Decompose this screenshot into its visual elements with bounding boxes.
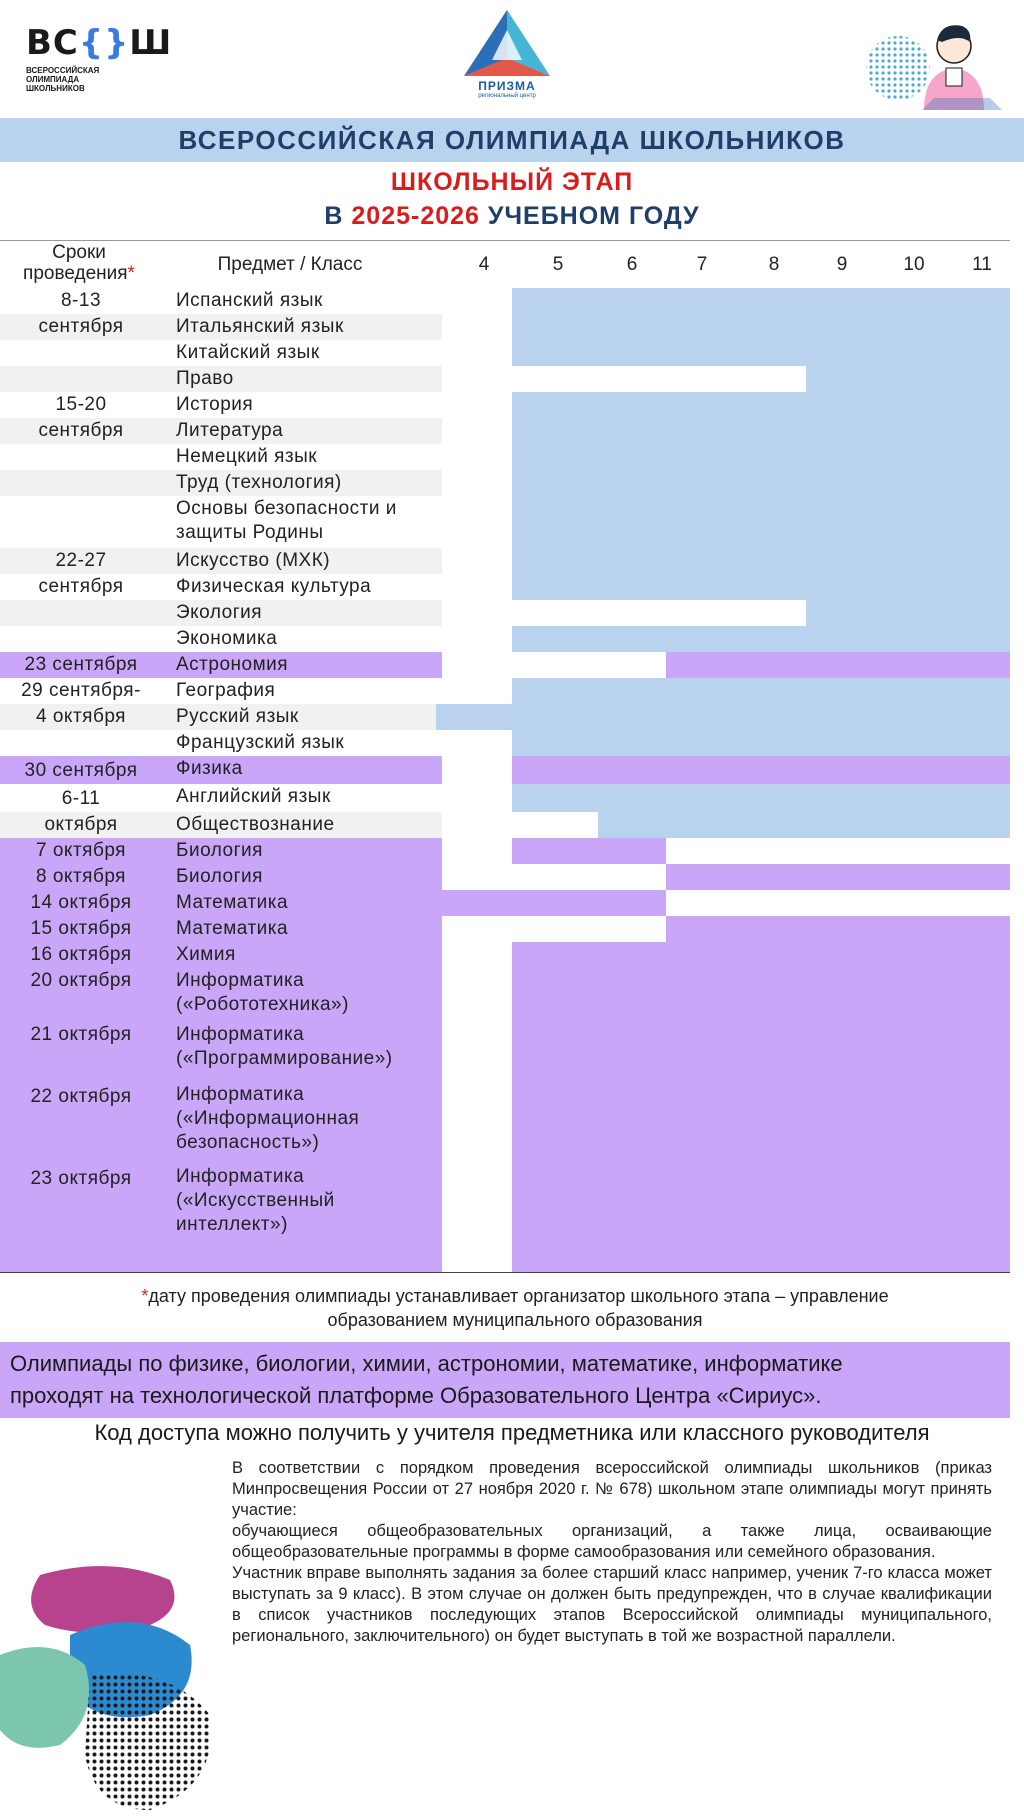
row-gap-bg (442, 1164, 512, 1272)
grade-range-bar (512, 444, 1010, 470)
rules-para-2: обучающиеся общеобразовательных организаций, а также лица, осваивающие общеобразовательные программы в форме самообразования или семейного образования. (232, 1522, 992, 1561)
grade-range-bar (512, 548, 1010, 574)
subject-name: Математика (176, 918, 289, 939)
rules-para-1: В соответствии с порядком проведения всероссийской олимпиады школьников (приказ Минпросвещения России от 27 ноября 2020 г. № 678) школьном этапе олимпиады могут принять участие: (232, 1459, 992, 1519)
subject-name: («Искусственный (176, 1190, 335, 1211)
sirius-line1: Олимпиады по физике, биологии, химии, астрономии, математике, информатике (10, 1351, 843, 1376)
grade-range-bar (512, 756, 1010, 784)
row-gap-bg (442, 864, 512, 890)
grade-range-bar (512, 288, 1010, 314)
header-subject: Предмет / Класс (217, 254, 363, 275)
table-top-border (0, 240, 1010, 241)
year-title (0, 202, 1024, 231)
grade-range-bar (666, 652, 1010, 678)
grade-header-9: 9 (836, 254, 848, 275)
subject-name: Астрономия (176, 654, 289, 675)
grade-range-bar (666, 916, 1010, 942)
footnote (40, 1284, 990, 1332)
grade-range-bar (512, 968, 1010, 1022)
subject-name: Обществознание (176, 814, 335, 835)
subject-name: Биология (176, 840, 263, 861)
banner-title: ВСЕРОССИЙСКАЯ ОЛИМПИАДА ШКОЛЬНИКОВ (178, 125, 846, 155)
grade-range-bar (512, 1082, 1010, 1164)
prizma-word: ПРИЗМА (478, 79, 536, 93)
grade-range-bar (512, 574, 1010, 600)
row-gap-bg (442, 1082, 512, 1164)
date-label: 23 октября (30, 1168, 132, 1189)
grade-range-bar (512, 496, 1010, 548)
grade-header-5: 5 (552, 254, 564, 275)
subject-name: Право (176, 368, 234, 389)
subject-name: Труд (технология) (176, 472, 342, 493)
date-label: 20 октября (30, 970, 132, 991)
year-range: 2025-2026 (351, 202, 480, 230)
header-dates-star: * (127, 263, 135, 284)
date-label: 6-11 (61, 788, 101, 809)
subject-name: Испанский язык (176, 290, 323, 311)
subject-name: Химия (176, 944, 236, 965)
sirius-line2: проходят на технологической платформе Образовательного Центра «Сириус». (10, 1383, 822, 1408)
row-gap-bg (442, 838, 512, 864)
subject-name: Китайский язык (176, 342, 320, 363)
date-label: 30 сентября (24, 760, 138, 781)
header-dates-line2: проведения (23, 263, 128, 284)
vsosh-logo-sub-1: ВСЕРОССИЙСКАЯ (26, 66, 100, 75)
subject-name: Физическая культура (176, 576, 372, 597)
subject-name: безопасность») (176, 1132, 320, 1153)
prizma-logo (462, 8, 552, 99)
date-label: 14 октября (30, 892, 132, 913)
subject-name: Физика (176, 758, 243, 779)
date-label: 21 октября (30, 1024, 132, 1045)
vsosh-logo-sub-2: ОЛИМПИАДА (26, 75, 80, 84)
grade-range-bar (512, 340, 1010, 366)
row-gap-bg (442, 756, 512, 784)
date-label: 22 октября (30, 1086, 132, 1107)
date-label: 4 октября (36, 706, 126, 727)
date-label: сентября (38, 316, 124, 337)
date-label: 15 октября (30, 918, 132, 939)
row-gap-bg (442, 968, 512, 1022)
date-label: сентября (38, 420, 124, 441)
subject-name: Немецкий язык (176, 446, 318, 467)
subject-name: Информатика (176, 1084, 305, 1105)
grade-range-bar (512, 784, 1010, 812)
grade-range-bar (512, 314, 1010, 340)
date-label: 8 октября (36, 866, 126, 887)
title-banner (0, 118, 1024, 162)
subject-name: Экономика (176, 628, 278, 649)
decorative-blob-icon (0, 1555, 230, 1820)
grade-header-4: 4 (478, 254, 490, 275)
grade-header-10: 10 (903, 254, 925, 275)
vsosh-logo-braces: {} (78, 23, 130, 63)
date-label: октября (44, 814, 118, 835)
subject-name: Русский язык (176, 706, 299, 727)
subject-name: защиты Родины (176, 522, 324, 543)
sirius-notice (0, 1342, 1010, 1418)
grade-range-bar (512, 1164, 1010, 1272)
grade-header-8: 8 (768, 254, 780, 275)
table-bottom-border (0, 1272, 1010, 1273)
header-dates-line1: Сроки (52, 242, 106, 263)
footnote-star: * (141, 1286, 149, 1306)
grade-range-bar (512, 418, 1010, 444)
prizma-sub: региональный центр (478, 93, 536, 99)
participation-rules (232, 1458, 992, 1647)
grade-range-bar (512, 1022, 1010, 1082)
subject-name: Экология (176, 602, 263, 623)
subject-name: Биология (176, 866, 263, 887)
grade-header-6: 6 (626, 254, 638, 275)
student-illustration-icon (862, 10, 1012, 115)
grade-range-bar (512, 838, 666, 864)
year-suffix: УЧЕБНОМ ГОДУ (479, 202, 700, 230)
subject-name: География (176, 680, 276, 701)
date-label: сентября (38, 576, 124, 597)
year-prefix: В (324, 202, 352, 230)
vsosh-logo (26, 23, 186, 93)
header-dates (0, 242, 158, 284)
subject-name: Информатика (176, 1024, 305, 1045)
grade-range-bar (512, 942, 1010, 968)
subject-name: интеллект») (176, 1214, 288, 1235)
date-label: 22-27 (55, 550, 107, 571)
grade-range-bar (806, 600, 1010, 626)
date-label: 8-13 (60, 290, 102, 311)
vsosh-logo-right: Ш (129, 23, 173, 63)
row-gap-bg (442, 1022, 512, 1082)
row-gap-bg (442, 652, 512, 678)
subject-name: Искусство (МХК) (176, 550, 331, 571)
subject-name: Информатика (176, 1166, 305, 1187)
date-label: 7 октября (36, 840, 126, 861)
grade-range-bar (436, 704, 1010, 730)
prizma-triangle-icon (462, 8, 552, 78)
subject-name: Литература (176, 420, 284, 441)
access-code-notice: Код доступа можно получить у учителя предметника или классного руководителя (94, 1420, 930, 1445)
subject-name: Французский язык (176, 732, 345, 753)
date-label: 23 сентября (24, 654, 138, 675)
grade-range-bar (512, 626, 1010, 652)
subject-name: Информатика (176, 970, 305, 991)
date-label: 15-20 (55, 394, 107, 415)
subject-name: («Робототехника») (176, 994, 349, 1015)
subject-name: («Информационная (176, 1108, 360, 1129)
subject-name: История (176, 394, 254, 415)
subject-name: Английский язык (176, 786, 331, 807)
grade-range-bar (512, 730, 1010, 756)
row-gap-bg (442, 942, 512, 968)
grade-range-bar (512, 392, 1010, 418)
grade-header-11: 11 (972, 254, 992, 275)
footnote-line2: образованием муниципального образования (327, 1310, 703, 1330)
footnote-line1: дату проведения олимпиады устанавливает организатор школьного этапа – управление (148, 1286, 889, 1306)
grade-range-bar (598, 812, 1010, 838)
grade-range-bar (512, 678, 1010, 704)
vsosh-logo-left: ВС (26, 23, 79, 63)
subject-name: Математика (176, 892, 289, 913)
vsosh-logo-sub-3: ШКОЛЬНИКОВ (26, 84, 85, 93)
grade-range-bar (512, 470, 1010, 496)
stage-title: ШКОЛЬНЫЙ ЭТАП (390, 168, 634, 196)
subject-name: Итальянский язык (176, 316, 344, 337)
row-gap-bg (442, 916, 512, 942)
date-label: 16 октября (30, 944, 132, 965)
grade-range-bar (436, 890, 666, 916)
date-label: 29 сентября- (21, 680, 141, 701)
grade-range-bar (806, 366, 1010, 392)
rules-para-3: Участник вправе выполнять задания за более старший класс например, ученик 7-го класса может выступать за 9 класс). В этом случае он должен быть предупрежден, что в случае квалификации в список участников последующих этапов Всероссийской олимпиады муниципального, регионального, заключительного) он будет выступать в той же возрастной параллели. (232, 1564, 992, 1645)
subject-name: Основы безопасности и (176, 498, 397, 519)
grade-range-bar (666, 864, 1010, 890)
grade-header-7: 7 (696, 254, 708, 275)
subject-name: («Программирование») (176, 1048, 393, 1069)
